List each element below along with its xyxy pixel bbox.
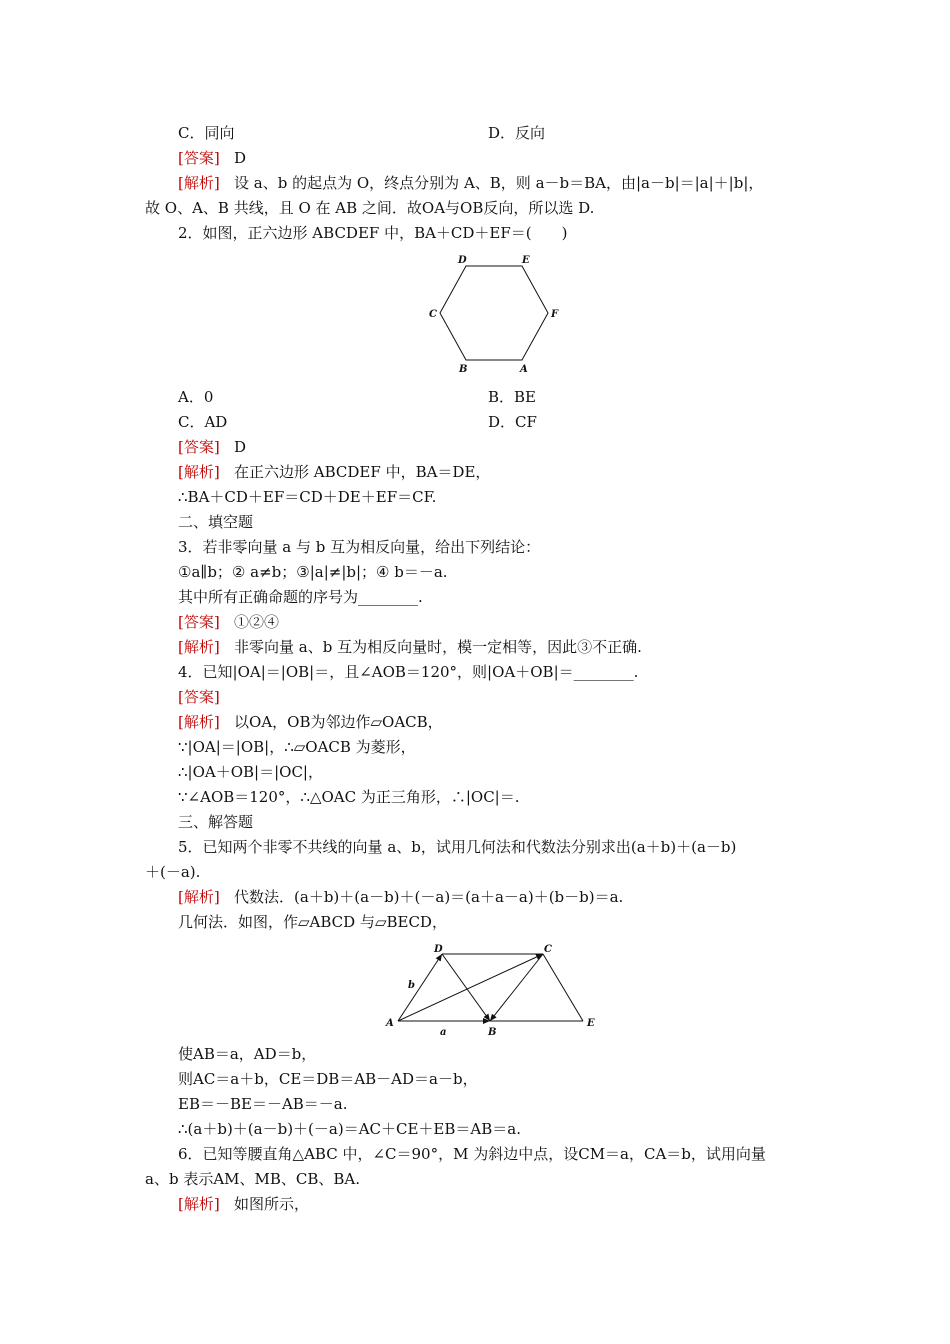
q1-option-d: D．反向	[488, 124, 546, 142]
label-E: E	[587, 1018, 595, 1029]
q4-answer-line	[178, 686, 220, 708]
q3-ask: 其中所有正确命题的序号为________.	[178, 588, 423, 606]
label-C: C	[544, 944, 552, 955]
q3-items: ①a∥b；② a≠b；③|a|≠|b|；④ b＝－a.	[178, 563, 448, 581]
section-heading-fill: 二、填空题	[178, 513, 254, 531]
q6-stem-line2: a、b 表示AM、MB、CB、BA.	[145, 1170, 361, 1188]
q1-option-c: C．同向	[178, 124, 235, 142]
segment-C-E	[543, 954, 583, 1021]
q2-option-b: B．BE	[488, 388, 536, 406]
q2-analysis-line1	[178, 461, 490, 483]
analysis-tag: [解析]	[178, 888, 220, 906]
analysis-text: 设 a、b 的起点为 O，终点分别为 A、B，则 a－b＝BA，由|a－b|＝|a|＋|b|，	[234, 174, 764, 192]
label-D: D	[458, 255, 467, 266]
q2-answer-line	[178, 436, 246, 458]
analysis-tag: [解析]	[178, 463, 220, 481]
label-B: B	[488, 1027, 497, 1038]
q1-analysis-line2: 故 O、A、B 共线，且 O 在 AB 之间．故OA与OB反向，所以选 D.	[145, 199, 595, 217]
analysis-tag: [解析]	[178, 174, 220, 192]
hexagon-figure	[420, 252, 570, 376]
q2-option-c: C．AD	[178, 413, 228, 431]
q4-analysis-line4: ∵∠AOB＝120°，∴△OAC 为正三角形，∴|OC|＝.	[178, 788, 520, 806]
q5-stem-line2: ＋(－a).	[145, 863, 201, 881]
answer-tag: [答案]	[178, 438, 220, 456]
q4-stem: 4．已知|OA|＝|OB|＝，且∠AOB＝120°，则|OA＋OB|＝________.	[178, 663, 639, 681]
label-b: b	[408, 980, 415, 991]
parallelogram-figure	[380, 940, 600, 1038]
label-F: F	[551, 309, 559, 320]
analysis-tag: [解析]	[178, 1195, 220, 1213]
q3-analysis-line	[178, 636, 642, 658]
label-A: A	[520, 364, 528, 375]
analysis-tag: [解析]	[178, 713, 220, 731]
answer-tag: [答案]	[178, 688, 220, 706]
analysis-text: 如图所示，	[234, 1195, 310, 1213]
q5-line2: 则AC＝a＋b，CE＝DB＝AB－AD＝a－b，	[178, 1070, 478, 1088]
label-a: a	[440, 1027, 447, 1038]
q6-analysis-line	[178, 1193, 309, 1215]
answer-value: ①②④	[234, 613, 280, 631]
answer-value: D	[234, 438, 247, 456]
q4-analysis-line2: ∵|OA|＝|OB|，∴▱OACB 为菱形，	[178, 738, 416, 756]
q1-answer-line	[178, 147, 246, 169]
q5-stem-line1: 5．已知两个非零不共线的向量 a、b，试用几何法和代数法分别求出(a＋b)＋(a－b)	[178, 838, 737, 856]
label-C: C	[429, 309, 437, 320]
q2-option-a: A．0	[178, 388, 214, 406]
segment-C-B	[490, 954, 543, 1021]
q2-analysis-line2: ∴BA＋CD＋EF＝CD＋DE＋EF＝CF.	[178, 488, 437, 506]
q5-geometry-line: 几何法．如图，作▱ABCD 与▱BECD，	[178, 913, 447, 931]
analysis-text: 以OA，OB为邻边作▱OACB，	[234, 713, 443, 731]
q1-analysis-line1	[178, 172, 763, 194]
q5-line3: EB＝－BE＝－AB＝－a.	[178, 1095, 348, 1113]
analysis-text: 代数法．(a＋b)＋(a－b)＋(－a)＝(a＋a－a)＋(b－b)＝a.	[234, 888, 624, 906]
q2-stem: 2．如图，正六边形 ABCDEF 中，BA＋CD＋EF＝( )	[178, 224, 568, 242]
segment-D-B	[442, 954, 490, 1021]
section-heading-solve: 三、解答题	[178, 813, 254, 831]
q3-stem: 3．若非零向量 a 与 b 互为相反向量，给出下列结论：	[178, 538, 541, 556]
label-B: B	[459, 364, 468, 375]
analysis-tag: [解析]	[178, 638, 220, 656]
q5-line4: ∴(a＋b)＋(a－b)＋(－a)＝AC＋CE＋EB＝AB＝a.	[178, 1120, 521, 1138]
q5-algebra-line	[178, 886, 623, 908]
answer-value: D	[234, 149, 247, 167]
q4-analysis-line1	[178, 711, 443, 733]
q6-stem-line1: 6．已知等腰直角△ABC 中，∠C＝90°，M 为斜边中点，设CM＝a，CA＝b，试用向量	[178, 1145, 766, 1163]
q2-option-d: D．CF	[488, 413, 537, 431]
q3-answer-line	[178, 611, 279, 633]
analysis-text: 非零向量 a、b 互为相反向量时，模一定相等，因此③不正确.	[234, 638, 642, 656]
q4-analysis-line3: ∴|OA＋OB|＝|OC|，	[178, 763, 323, 781]
label-A: A	[386, 1018, 394, 1029]
label-E: E	[522, 255, 530, 266]
hexagon-shape	[440, 266, 548, 360]
answer-tag: [答案]	[178, 149, 220, 167]
analysis-text: 在正六边形 ABCDEF 中，BA＝DE，	[234, 463, 491, 481]
q5-line1: 使AB＝a，AD＝b，	[178, 1045, 317, 1063]
label-D: D	[434, 944, 443, 955]
answer-tag: [答案]	[178, 613, 220, 631]
